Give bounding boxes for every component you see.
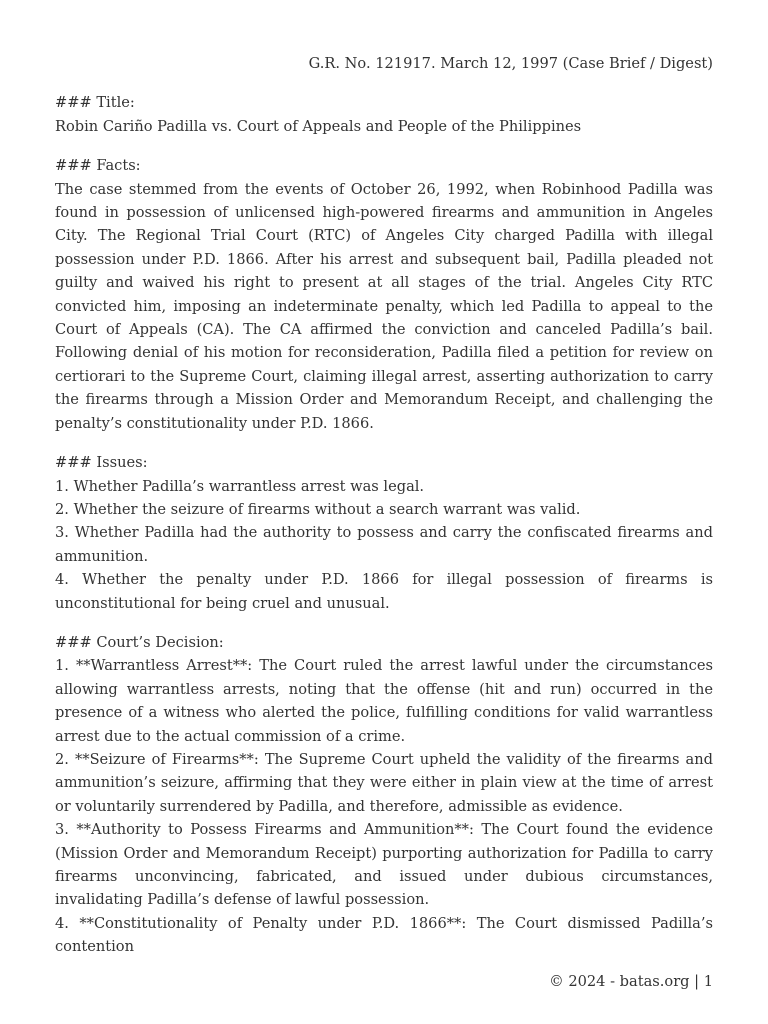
- issue-item: 1. Whether Padilla’s warrantless arrest was legal.: [55, 477, 425, 495]
- title-heading: ### Title:: [55, 94, 135, 112]
- decision-section: [55, 631, 713, 959]
- issues-section: [55, 451, 713, 615]
- facts-heading: ### Facts:: [55, 157, 141, 175]
- page-footer: © 2024 - batas.org | 1: [549, 973, 713, 990]
- case-citation: G.R. No. 121917. March 12, 1997 (Case Brief / Digest): [308, 55, 713, 72]
- document-page: [55, 52, 713, 975]
- decision-heading: ### Court’s Decision:: [55, 633, 224, 651]
- case-title: Robin Cariño Padilla vs. Court of Appeals and People of the Philippines: [55, 117, 582, 135]
- issue-item: 3. Whether Padilla had the authority to possess and carry the confiscated firearms and ammunition.: [55, 524, 713, 565]
- issues-heading: ### Issues:: [55, 454, 148, 472]
- decision-item: 2. **Seizure of Firearms**: The Supreme Court upheld the validity of the firearms and ammunition’s seizure, affirming that they were either in plain view at the time of arrest or voluntarily surrendered by Padilla, and therefore, admissible as evidence.: [55, 750, 713, 815]
- issue-item: 2. Whether the seizure of firearms without a search warrant was valid.: [55, 500, 581, 518]
- decision-item: 3. **Authority to Possess Firearms and Ammunition**: The Court found the evidence (Mission Order and Memorandum Receipt) purporting authorization for Padilla to carry firearms unconvincing, fabricated, and issued under dubious circumstances, invalidating Padilla’s defense of lawful possession.: [55, 821, 713, 909]
- issue-item: 4. Whether the penalty under P.D. 1866 for illegal possession of firearms is unconstitutional for being cruel and unusual.: [55, 571, 713, 612]
- facts-section: [55, 154, 713, 435]
- decision-item: 4. **Constitutionality of Penalty under P.D. 1866**: The Court dismissed Padilla’s contention: [55, 914, 713, 956]
- facts-paragraph: The case stemmed from the events of October 26, 1992, when Robinhood Padilla was found in possession of unlicensed high-powered firearms and ammunition in Angeles City. The Regional Trial Court (RTC) of Angeles City charged Padilla with illegal possession under P.D. 1866. After his arrest and subsequent bail, Padilla pleaded not guilty and waived his right to present at all stages of the trial. Angeles City RTC convicted him, imposing an indeterminate penalty, which led Padilla to appeal to the Court of Appeals (CA). The CA affirmed the conviction and canceled Padilla’s bail. Following denial of his motion for reconsideration, Padilla filed a petition for review on certiorari to the Supreme Court, claiming illegal arrest, asserting authorization to carry the firearms through a Mission Order and Memorandum Receipt, and challenging the penalty’s constitutionality under P.D. 1866.: [55, 180, 713, 432]
- title-section: [55, 91, 713, 138]
- decision-item: 1. **Warrantless Arrest**: The Court ruled the arrest lawful under the circumstances allowing warrantless arrests, noting that the offense (hit and run) occurred in the presence of a witness who alerted the police, fulfilling conditions for valid warrantless arrest due to the actual commission of a crime.: [55, 657, 713, 745]
